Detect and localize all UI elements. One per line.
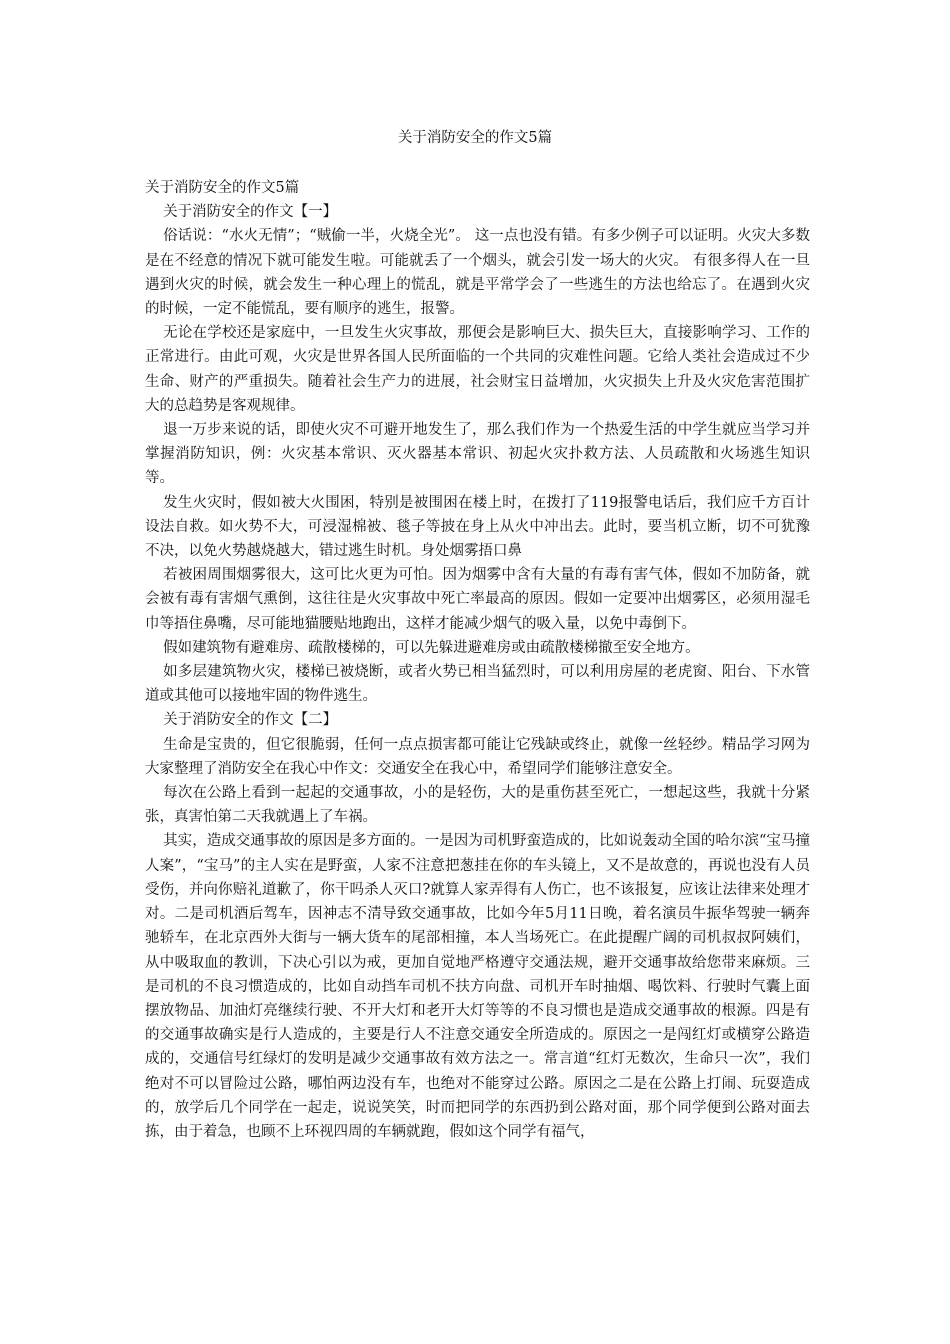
paragraph: 无论在学校还是家庭中，一旦发生火灾事故，那便会是影响巨大、损失巨大，直接影响学习、工作的正常进行。由此可观，火灾是世界各国人民所面临的一个共同的灾难性问题。它给人类社会造成过不少生命、财产的严重损失。随着社会生产力的进展，社会财宝日益增加，火灾损失上升及火灾危害范围扩大的总趋势是客观规律。: [145, 325, 810, 414]
document-subtitle: 关于消防安全的作文5篇: [145, 180, 300, 196]
paragraph: 假如建筑物有避难房、疏散楼梯的，可以先躲进避难房或由疏散楼梯撤至安全地方。: [163, 639, 700, 656]
page-title: 关于消防安全的作文5篇: [397, 130, 553, 146]
document-body: [145, 176, 810, 1144]
paragraph: 每次在公路上看到一起起的交通事故，小的是轻伤，大的是重伤甚至死亡，一想起这些，我就十分紧张，真害怕第二天我就遇上了车祸。: [145, 785, 810, 826]
paragraph: 退一万步来说的话，即使火灾不可避开地发生了，那么我们作为一个热爱生活的中学生就应当学习并掌握消防知识，例：火灾基本常识、灭火器基本常识、初起火灾扑救方法、人员疏散和火场逃生知识等。: [145, 422, 810, 487]
paragraph: 若被困周围烟雾很大，这可比火更为可怕。因为烟雾中含有大量的有毒有害气体，假如不加防备，就会被有毒有害烟气熏倒，这往往是火灾事故中死亡率最高的原因。假如一定要冲出烟雾区，必须用湿毛巾等捂住鼻嘴，尽可能地猫腰贴地跑出，这样才能减少烟气的吸入量，以免中毒倒下。: [145, 567, 810, 632]
paragraph: 生命是宝贵的，但它很脆弱，任何一点点损害都可能让它残缺或终止，就像一丝轻纱。精品学习网为大家整理了消防安全在我心中作文：交通安全在我心中，希望同学们能够注意安全。: [145, 736, 810, 777]
paragraph: 发生火灾时，假如被大火围困，特别是被围困在楼上时，在拨打了119报警电话后，我们应千方百计设法自救。如火势不大，可浸湿棉被、毯子等披在身上从火中冲出去。此时，要当机立断，切不可犹豫不决，以免火势越烧越大，错过逃生时机。身处烟雾捂口鼻: [145, 494, 810, 560]
paragraph: 如多层建筑物火灾，楼梯已被烧断，或者火势已相当猛烈时，可以利用房屋的老虎窗、阳台、下水管道或其他可以接地牢固的物件逃生。: [145, 664, 810, 705]
paragraph: 其实，造成交通事故的原因是多方面的。一是因为司机野蛮造成的，比如说轰动全国的哈尔滨“宝马撞人案”，“宝马”的主人实在是野蛮，人家不注意把葱挂在你的车头镜上，又不是故意的，再说也没有人员受伤，并向你赔礼道歉了，你干吗杀人灭口?就算人家弄得有人伤亡，也不该报复，应该让法律来处理才对。二是司机酒后驾车，因神志不清导致交通事故，比如今年5月11日晚，着名演员牛振华驾驶一辆奔驰轿车，在北京西外大街与一辆大货车的尾部相撞，本人当场死亡。在此提醒广阔的司机叔叔阿姨们，从中吸取血的教训，下决心引以为戒，更加自觉地严格遵守交通法规，避开交通事故给您带来麻烦。三是司机的不良习惯造成的，比如自动挡车司机不扶方向盘、司机开车时抽烟、喝饮料、行驶时气囊上面摆放物品、加油灯亮继续行驶、不开大灯和老开大灯等等的不良习惯也是造成交通事故的根源。四是有的交通事故确实是行人造成的，主要是行人不注意交通安全所造成的。原因之一是闯红灯或横穿公路造成的，交通信号红绿灯的发明是减少交通事故有效方法之一。常言道“红灯无数次，生命只一次”，我们绝对不可以冒险过公路，哪怕两边没有车，也绝对不能穿过公路。原因之二是在公路上打闹、玩耍造成的，放学后几个同学在一起走，说说笑笑，时而把同学的东西扔到公路对面，那个同学便到公路对面去拣，由于着急，也顾不上环视四周的车辆就跑，假如这个同学有福气，: [145, 833, 810, 1140]
paragraph: 俗话说：“水火无情”；“贼偷一半，火烧全光”。 这一点也没有错。有多少例子可以证明。火灾大多数是在不经意的情况下就可能发生啦。可能就丢了一个烟头，就会引发一场大的火灾。 有很多得人在一旦遇到火灾的时候，就会发生一种心理上的慌乱，就是平常学会了一些逃生的方法也给忘了。在遇到火灾的时候，一定不能慌乱，要有顺序的逃生，报警。: [145, 228, 810, 318]
section-heading-1: 关于消防安全的作文【一】: [163, 204, 338, 221]
section-heading-2: 关于消防安全的作文【二】: [163, 712, 338, 729]
